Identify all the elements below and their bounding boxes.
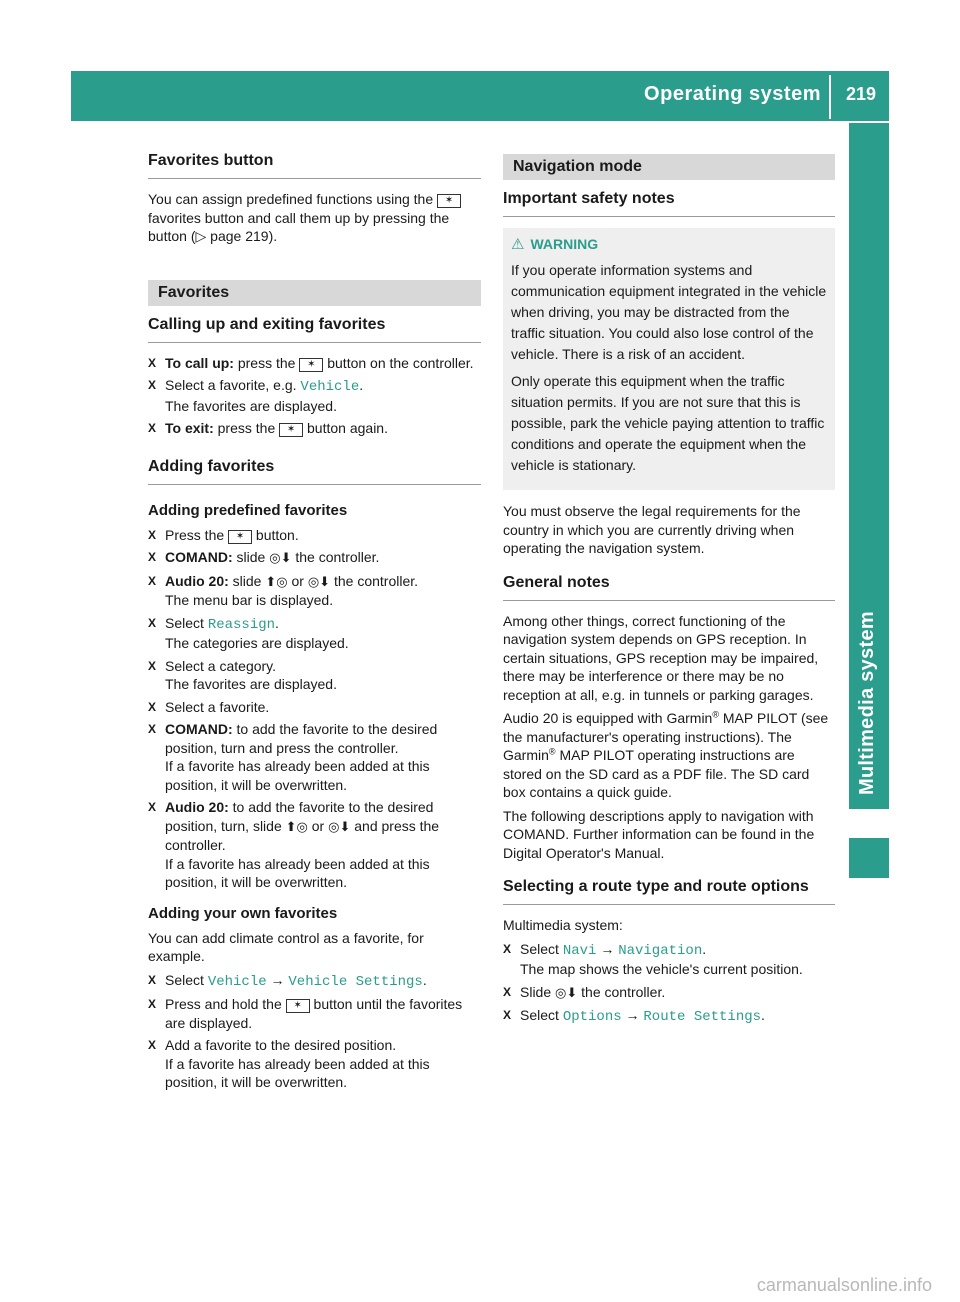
text: Slide <box>520 983 552 1000</box>
text: Select <box>520 1007 559 1023</box>
step-arrow-icon: X <box>503 984 512 999</box>
menu-item-route-settings: Route Settings <box>643 1009 762 1025</box>
text: The menu bar is displayed. <box>165 592 334 608</box>
adding-predefined-heading: Adding predefined favorites <box>148 501 348 519</box>
step-arrow-icon: X <box>148 972 157 987</box>
navigation-mode-bar: Navigation mode <box>503 154 835 180</box>
step-arrow-icon: X <box>148 658 157 673</box>
menu-item-navi: Navi <box>562 942 597 959</box>
multimedia-label: Multimedia system: <box>503 917 623 933</box>
text: to add the favorite to the desired position, turn, slide <box>165 799 434 834</box>
side-square <box>849 838 889 878</box>
text: MAP PILOT (see the manufacturer's operating instructions). The Garmin <box>503 710 829 763</box>
right-column <box>503 154 835 1031</box>
text: or <box>311 817 325 834</box>
step-arrow-icon: X <box>148 355 157 370</box>
text: Press and hold the <box>165 996 282 1012</box>
step <box>148 698 481 717</box>
slide-down-icon: ◎⬇ <box>328 818 351 834</box>
text: slide <box>232 572 262 589</box>
step <box>148 526 481 545</box>
page-ref-icon: ▷ <box>195 228 207 244</box>
step-bold: COMAND: <box>165 549 233 565</box>
header-divider <box>829 75 831 119</box>
text: If a favorite has already been added at this position, it will be overwritten. <box>165 855 430 890</box>
general-notes-heading: General notes <box>503 572 835 601</box>
step <box>148 1036 481 1092</box>
favorites-button-heading: Favorites button <box>148 150 481 179</box>
text: You can assign predefined functions using the <box>148 191 434 207</box>
favorites-button-icon: ✶ <box>437 194 461 208</box>
menu-item-vehicle: Vehicle <box>207 973 267 990</box>
text: Select <box>520 940 559 957</box>
text: The map shows the vehicle's current position. <box>520 961 803 977</box>
step <box>148 354 481 373</box>
warning-label: WARNING <box>530 236 599 252</box>
favorites-button-icon: ✶ <box>228 530 252 544</box>
text: Press the <box>165 526 225 543</box>
step <box>503 940 835 979</box>
text: the controller. <box>581 983 666 1000</box>
text: Select a favorite. <box>165 698 270 715</box>
warning-icon: ⚠ <box>511 236 525 253</box>
step-arrow-icon: X <box>148 421 157 435</box>
step-arrow-icon: X <box>148 997 157 1011</box>
step-bold: COMAND: <box>165 721 233 737</box>
menu-item-navigation: Navigation <box>618 942 703 959</box>
slide-down-icon: ◎⬇ <box>307 573 331 589</box>
step <box>148 995 481 1032</box>
menu-item-vehicle-settings: Vehicle Settings <box>288 973 423 990</box>
step <box>503 983 835 1003</box>
text: and press the controller. <box>165 817 440 853</box>
text: Add a favorite to the desired position. <box>165 1037 397 1053</box>
step <box>148 548 481 568</box>
text: . <box>359 377 364 393</box>
text: The favorites are displayed. <box>165 676 337 692</box>
text: MAP PILOT operating instructions are stored on the SD card as a PDF file. The SD card box contains a quick guide. <box>503 747 810 800</box>
general-text: Among other things, correct functioning of the navigation system depends on GPS reception. In certain situations, GPS reception may be impaired, there may be interference or there may be no reception at all, e.g. in tunnels or parking garages. <box>503 612 819 703</box>
page-number: 219 <box>845 84 877 104</box>
step-bold: To exit: <box>165 420 214 436</box>
text: The favorites are displayed. <box>165 397 337 414</box>
step-arrow-icon: X <box>148 573 157 588</box>
header-bar <box>71 71 889 121</box>
favorites-button-icon: ✶ <box>299 358 323 372</box>
slide-down-icon: ◎⬇ <box>269 550 292 565</box>
safety-notes-heading: Important safety notes <box>503 188 835 217</box>
slide-up-icon: ⬆◎ <box>265 573 288 589</box>
step-arrow-icon: X <box>148 550 157 564</box>
text: to add the favorite to the desired position, turn and press the controller. <box>165 721 438 756</box>
text: the controller. <box>333 572 419 589</box>
step <box>148 971 481 992</box>
text: slide <box>236 549 266 565</box>
text: Select a favorite, e.g. <box>165 377 297 393</box>
menu-arrow-icon: → <box>270 971 285 988</box>
menu-arrow-icon: → <box>600 940 615 957</box>
step <box>148 572 481 610</box>
warning-box <box>503 228 835 490</box>
text: button until the favorites are displayed. <box>165 996 463 1031</box>
text: . <box>422 971 427 988</box>
text: . <box>275 614 279 631</box>
menu-item-vehicle: Vehicle <box>300 379 360 395</box>
favorites-button-text <box>148 190 481 246</box>
text: Audio 20 is equipped with Garmin <box>503 710 713 726</box>
text: Select a category. <box>165 657 277 674</box>
side-tab <box>849 123 889 809</box>
calling-up-heading: Calling up and exiting favorites <box>148 314 481 343</box>
page-ref-link[interactable]: page 219 <box>210 228 269 244</box>
text: The categories are displayed. <box>165 635 349 651</box>
registered-mark: ® <box>712 709 719 720</box>
own-favorites-text: You can add climate control as a favorite, for example. <box>148 929 424 964</box>
step-arrow-icon: X <box>148 378 157 392</box>
step <box>503 1006 835 1027</box>
slide-up-icon: ⬆◎ <box>285 818 308 834</box>
favorites-section-bar: Favorites <box>148 280 481 306</box>
warning-text: Only operate this equipment when the traffic situation permits. If you are not sure that this is possible, park the vehicle paying attention to traffic conditions and operate the equipment when the vehicle is stationary. <box>511 373 825 473</box>
text: If a favorite has already been added at this position, it will be overwritten. <box>165 758 430 793</box>
adding-favorites-heading: Adding favorites <box>148 456 481 485</box>
step <box>148 376 481 415</box>
text: . <box>761 1007 765 1023</box>
text: button on the controller. <box>327 354 474 371</box>
favorites-button-icon: ✶ <box>279 423 303 437</box>
general-text <box>503 709 835 802</box>
step <box>148 657 481 694</box>
text: ). <box>268 228 278 244</box>
text: press the <box>237 354 296 371</box>
menu-arrow-icon: → <box>625 1007 640 1023</box>
text: Select <box>165 971 204 988</box>
step <box>148 614 481 653</box>
slide-down-icon: ◎⬇ <box>555 984 578 1000</box>
text: the controller. <box>295 549 380 565</box>
step-arrow-icon: X <box>148 1038 157 1052</box>
header-title: Operating system <box>644 83 821 105</box>
step-arrow-icon: X <box>148 722 157 736</box>
favorites-button-icon: ✶ <box>286 999 310 1013</box>
text: or <box>291 572 304 589</box>
warning-header <box>511 234 827 255</box>
step-bold: To call up: <box>165 354 234 371</box>
legal-text: You must observe the legal requirements for the country in which you are currently driving when operating the navigation system. <box>503 503 801 556</box>
adding-own-heading: Adding your own favorites <box>148 904 338 922</box>
text: . <box>702 940 707 957</box>
menu-item-options: Options <box>562 1009 622 1025</box>
step-arrow-icon: X <box>148 800 157 814</box>
watermark: carmanualsonline.info <box>756 1275 932 1295</box>
text: If a favorite has already been added at this position, it will be overwritten. <box>165 1055 430 1090</box>
warning-text: If you operate information systems and communication equipment integrated in the vehicle when driving, you may be distracted from the traffic situation. You could also lose control of the vehicle. There is a risk of an accident. <box>511 262 827 362</box>
left-column <box>148 150 481 1096</box>
text: favorites button and call them up by pressing the button ( <box>148 209 450 244</box>
text: button again. <box>307 420 388 436</box>
text: button. <box>255 526 299 543</box>
general-text: The following descriptions apply to navigation with COMAND. Further information can be found in the Digital Operator's Manual. <box>503 807 815 861</box>
step-arrow-icon: X <box>148 527 157 542</box>
text: press the <box>217 420 276 436</box>
registered-mark: ® <box>548 746 556 757</box>
step-arrow-icon: X <box>503 941 512 956</box>
step-arrow-icon: X <box>503 1008 512 1022</box>
side-tab-label: Multimedia system <box>856 610 878 795</box>
step-arrow-icon: X <box>148 699 157 714</box>
text: Select <box>165 614 204 631</box>
route-heading: Selecting a route type and route options <box>503 876 835 905</box>
step-bold: Audio 20: <box>165 799 229 815</box>
step-bold: Audio 20: <box>165 572 229 589</box>
step-arrow-icon: X <box>148 615 157 630</box>
menu-item-reassign: Reassign <box>207 616 276 633</box>
step <box>148 720 481 794</box>
step <box>148 798 481 892</box>
step <box>148 419 481 438</box>
